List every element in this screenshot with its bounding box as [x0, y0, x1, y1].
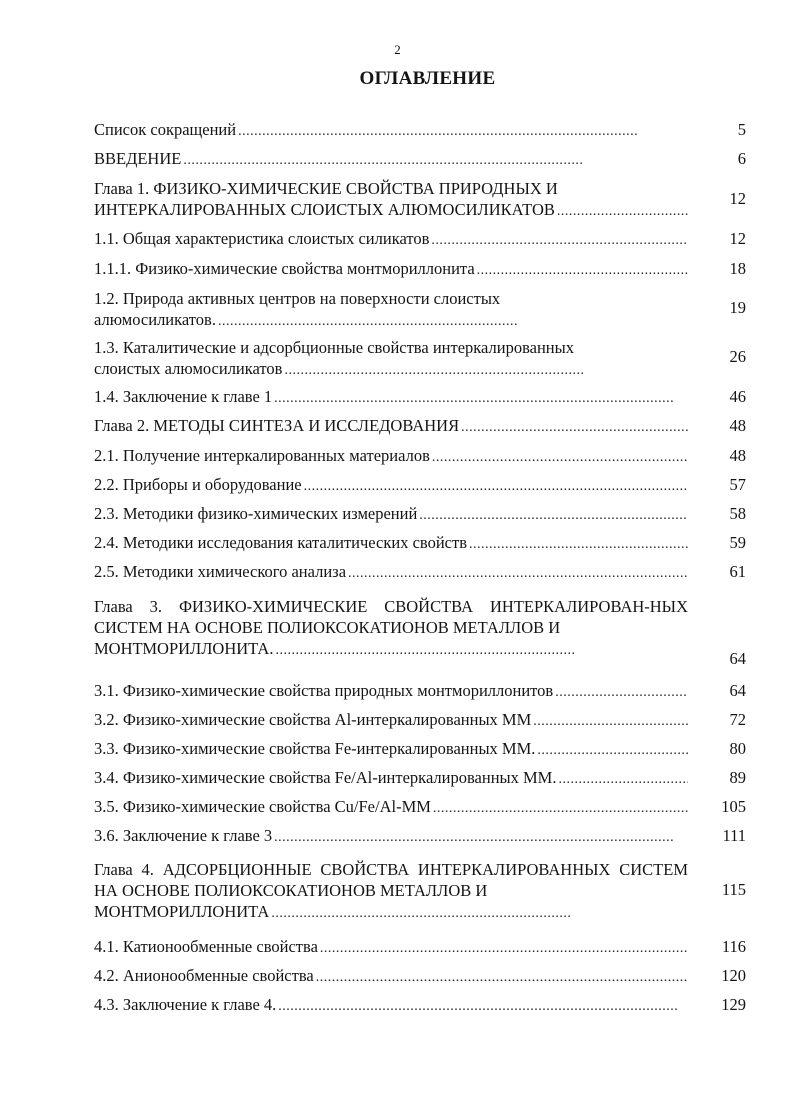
toc-entry-title [94, 859, 688, 924]
toc-entry-page: 5 [737, 120, 746, 139]
toc-entry-title: 1.1.1. Физико-химические свойства монтмориллонита . . . [94, 258, 688, 281]
toc-entry-page: 61 [729, 562, 746, 581]
toc-entry-page: 6 [737, 149, 746, 168]
toc-entry-title-last-line: слоистых алюмосиликатов . . . [94, 358, 688, 381]
toc-entry-title: 4.3. Заключение к главе 4. . . . [94, 994, 688, 1017]
toc-entry-title: Глава 2. МЕТОДЫ СИНТЕЗА И ИССЛЕДОВАНИЯ . . . [94, 415, 688, 438]
toc-entry-page: 120 [721, 966, 746, 985]
toc-entry-title: 2.3. Методики физико-химических измерений . . . [94, 503, 688, 526]
toc-entry-title: 2.5. Методики химического анализа . . . [94, 561, 688, 584]
toc-entry-page: 46 [729, 387, 746, 406]
toc-entry-page: 64 [729, 649, 746, 668]
toc-entry-page: 111 [722, 826, 746, 845]
toc-entry-page: 58 [729, 504, 746, 523]
toc-entry-title-main: 1.2. Природа активных центров на поверхности слоистых [94, 289, 501, 308]
toc-entry-page: 80 [729, 739, 746, 758]
toc-entry-title [94, 288, 688, 332]
toc-entry-title: 3.2. Физико-химические свойства Al-интеркалированных ММ . . . [94, 709, 688, 732]
toc-entry-title: 3.4. Физико-химические свойства Fe/Al-интеркалированных ММ. . . . [94, 767, 688, 790]
toc-entry-page: 48 [729, 416, 746, 435]
toc-entry-title-main: 1.3. Каталитические и адсорбционные свойства интеркалированных [94, 338, 574, 357]
toc-entry-title: ВВЕДЕНИЕ . . . [94, 148, 688, 171]
toc-entry-page: 105 [721, 797, 746, 816]
page-number: 2 [394, 42, 401, 57]
toc-entry-title [94, 596, 688, 661]
toc-entry-page: 72 [729, 710, 746, 729]
toc-entry-title: 4.2. Анионообменные свойства . . . [94, 965, 688, 988]
toc-entry-page: 12 [729, 189, 746, 208]
toc-entry-page: 26 [729, 347, 746, 366]
toc-entry-page: 115 [721, 880, 746, 899]
toc-entry-title-last-line: алюмосиликатов. . . . [94, 309, 688, 332]
toc-entry-title-last-line: ИНТЕРКАЛИРОВАННЫХ СЛОИСТЫХ АЛЮМОСИЛИКАТОВ . . . [94, 199, 688, 222]
toc-entry-page: 57 [729, 475, 746, 494]
toc-entry-page: 116 [721, 937, 746, 956]
toc-entry-page: 59 [729, 533, 746, 552]
toc-entry-title-main: Глава 3. ФИЗИКО-ХИМИЧЕСКИЕ СВОЙСТВА ИНТЕРКАЛИРОВАН-НЫХ СИСТЕМ НА ОСНОВЕ ПОЛИОКСОКАТИОНОВ МЕТАЛЛОВ И [94, 597, 688, 637]
toc-entry-title-last-line: МОНТМОРИЛЛОНИТА . . . [94, 901, 688, 924]
toc-entry-title: 2.1. Получение интеркалированных материалов . . . [94, 445, 688, 468]
toc-entry-page: 48 [729, 446, 746, 465]
toc-entry-page: 18 [729, 259, 746, 278]
toc-entry-title: 2.4. Методики исследования каталитических свойств . . . [94, 532, 688, 555]
toc-entry-title: 2.2. Приборы и оборудование . . . [94, 474, 688, 497]
toc-entry-title-last-line: МОНТМОРИЛЛОНИТА. . . . [94, 638, 688, 661]
toc-entry-page: 12 [729, 229, 746, 248]
toc-entry-title: 1.4. Заключение к главе 1 . . . [94, 386, 688, 409]
toc-entry-page: 129 [721, 995, 746, 1014]
page-title: ОГЛАВЛЕНИЕ [359, 68, 496, 89]
toc-entry-title [94, 178, 688, 222]
toc-entry-title: Список сокращений . . . [94, 119, 688, 142]
toc-entry-page: 89 [729, 768, 746, 787]
toc-entry-title: 1.1. Общая характеристика слоистых силикатов . . . [94, 228, 688, 251]
toc-entry-page: 64 [729, 681, 746, 700]
toc-entry-title: 3.5. Физико-химические свойства Cu/Fe/Al-ММ . . . [94, 796, 688, 819]
toc-entry-title: 4.1. Катионообменные свойства . . . [94, 936, 688, 959]
toc-entry-title: 3.6. Заключение к главе 3 . . . [94, 825, 688, 848]
toc-entry-title: 3.3. Физико-химические свойства Fe-интеркалированных ММ. . . . [94, 738, 688, 761]
toc-entry-title-main: Глава 1. ФИЗИКО-ХИМИЧЕСКИЕ СВОЙСТВА ПРИРОДНЫХ И [94, 179, 558, 198]
toc-entry-title [94, 337, 688, 381]
toc-entry-title: 3.1. Физико-химические свойства природных монтмориллонитов . . . [94, 680, 688, 703]
toc-entry-page: 19 [729, 298, 746, 317]
toc-entry-title-main: Глава 4. АДСОРБЦИОННЫЕ СВОЙСТВА ИНТЕРКАЛИРОВАННЫХ СИСТЕМ НА ОСНОВЕ ПОЛИОКСОКАТИОНОВ МЕТАЛЛОВ И [94, 860, 688, 900]
